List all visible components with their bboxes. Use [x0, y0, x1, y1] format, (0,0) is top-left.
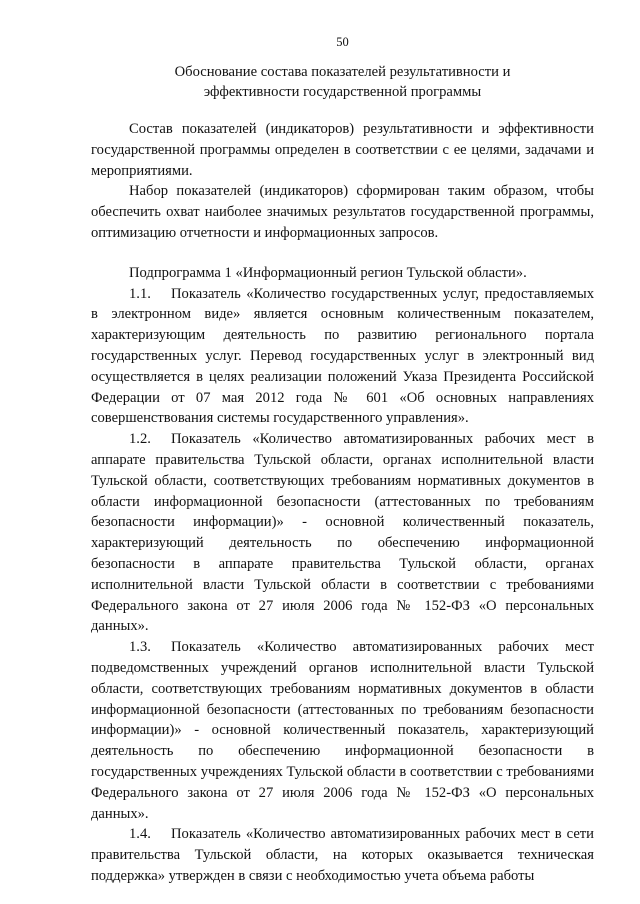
- section-title-line-2: эффективности государственной программы: [203, 84, 482, 100]
- indicator-number: 1.1.: [129, 285, 151, 302]
- indicator-paragraph-1-1: [91, 284, 594, 430]
- section-title-line-1: Обоснование состава показателей результативности и: [174, 64, 511, 80]
- indicator-number: 1.2.: [129, 431, 151, 448]
- section-title: [91, 62, 594, 102]
- paragraph-gap: [91, 244, 594, 263]
- indicator-number: 1.4.: [129, 826, 151, 843]
- intro-paragraph-1: Состав показателей (индикаторов) результативности и эффективности государственной программы определен в соответствии с ее целями, задачами и мероприятиями.: [91, 121, 594, 179]
- subprogram-heading: Подпрограмма 1 «Информационный регион Тульской области».: [129, 264, 527, 281]
- indicator-number: 1.3.: [129, 639, 151, 656]
- indicator-paragraph-1-3: [91, 637, 594, 824]
- indicator-text: Показатель «Количество автоматизированных рабочих мест в сети правительства Тульской области, на которых оказывается техническая поддержка» утвержден в связи с необходимостью учета объема работы: [91, 826, 594, 884]
- indicator-text: Показатель «Количество автоматизированных рабочих мест подведомственных учреждений органов исполнительной власти Тульской области, соответствующих требованиям нормативных документов в области информационной безопасности (аттестованных по требованиям безопасности информации)» - основной количественный показатель, характеризующий деятельность по обеспечению информационной безопасности в государственных учреждениях Тульской области в соответствии с требованиями Федерального закона от 27 июля 2006 года № 152-ФЗ «О персональных данных».: [91, 639, 594, 822]
- page-number: 50: [336, 35, 349, 49]
- intro-paragraph-2: Набор показателей (индикаторов) сформирован таким образом, чтобы обеспечить охват наиболее значимых результатов государственной программы, оптимизацию отчетности и информационных запросов.: [91, 183, 594, 241]
- indicator-paragraph-1-2: [91, 429, 594, 637]
- indicator-text: Показатель «Количество автоматизированных рабочих мест в аппарате правительства Тульской области, органах исполнительной власти Тульской области, соответствующих требованиям нормативных документов в области информационной безопасности (аттестованных по требованиям безопасности информации)» - основной количественный показатель, характеризующий деятельность по обеспечению информационной безопасности в аппарате правительства Тульской области, органах исполнительной власти Тульской области в соответствии с требованиями Федерального закона от 27 июля 2006 года № 152-ФЗ «О персональных данных».: [91, 431, 594, 635]
- document-page: [91, 34, 594, 887]
- indicator-paragraph-1-4: [91, 824, 594, 886]
- indicator-text: Показатель «Количество государственных услуг, предоставляемых в электронном виде» является основным количественным показателем, характеризующим деятельность по развитию регионального портала государственных услуг. Перевод государственных услуг в электронный вид осуществляется в целях реализации положений Указа Президента Российской Федерации от 07 мая 2012 года № 601 «Об основных направлениях совершенствования системы государственного управления».: [91, 285, 594, 427]
